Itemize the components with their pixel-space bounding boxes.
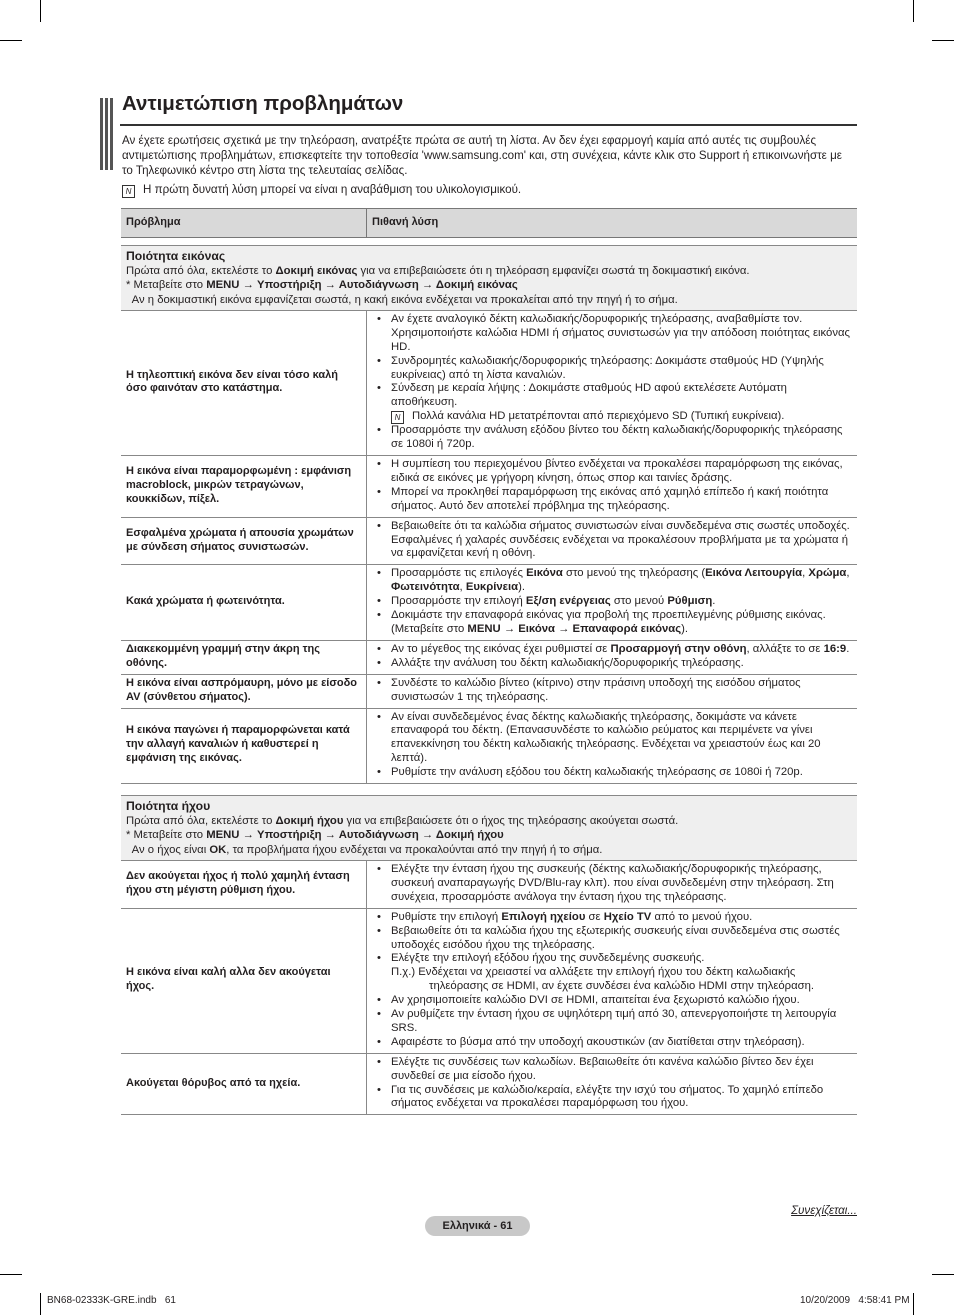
troubleshooting-table (121, 208, 857, 1115)
solution-item: • Αν ρυθμίζετε την ένταση ήχου σε υψηλότερη τιμή από 30, απενεργοποιήστε τη λειτουργία SRS. (377, 1008, 851, 1036)
table-row (121, 310, 857, 455)
note-icon: N (122, 185, 135, 198)
crop-mark (913, 0, 914, 22)
problem-cell: Η εικόνα παγώνει ή παραμορφώνεται κατά την αλλαγή καναλιών ή καθυστερεί η εμφάνιση της εικόνας. (121, 708, 367, 784)
section-picture-quality (121, 246, 857, 311)
table-row (121, 1053, 857, 1115)
solution-item: • Αλλάξτε την ανάλυση του δέκτη καλωδιακής/δορυφορικής τηλεόρασης. (377, 657, 851, 671)
solution-item: • Αν είναι συνδεδεμένος ένας δέκτης καλωδιακής τηλεόρασης, δοκιμάστε να κάνετε επαναφορά του δέκτη. (Επανασυνδέστε το καλώδιο ρεύματος και περιμένετε να γίνει επανεκκίνηση του δέκτη καλωδιακής τηλεόρασης. Ενδέχεται να χρειαστούν έως και 20 λεπτά). (377, 711, 851, 767)
solution-cell (367, 860, 858, 908)
solution-item: • Αν χρησιμοποιείτε καλώδιο DVI σε HDMI, απαιτείται ένα ξεχωριστό καλώδιο ήχου. (377, 994, 851, 1008)
crop-mark (40, 0, 41, 22)
solution-item: • Συνδέστε το καλώδιο βίντεο (κίτρινο) στην πράσινη υποδοχή της εισόδου σήματος συνιστωσών 1 της τηλεόρασης. (377, 677, 851, 705)
crop-mark (0, 1274, 22, 1275)
table-row (121, 517, 857, 565)
solution-cell (367, 708, 858, 784)
solution-item: • Προσαρμόστε την ανάλυση εξόδου βίντεο του δέκτη καλωδιακής/δορυφορικής τηλεόρασης σε 1080i ή 720p. (377, 424, 851, 452)
section-line: Αν ο ήχος είναι OK, τα προβλήματα ήχου ενδέχεται να προκαλούνται από την πηγή ή το σήμα. (126, 843, 603, 856)
solution-item: • Η συμπίεση του περιεχομένου βίντεο ενδέχεται να προκαλέσει παραμόρφωση της εικόνας, ειδικά σε εικόνες με γρήγορη κίνηση, όπως σπορ και ταινίες δράσης. (377, 458, 851, 486)
solution-note: N Πολλά κανάλια HD μετατρέπονται από περιεχόμενο SD (Τυπική ευκρίνεια). (377, 410, 851, 424)
problem-cell: Δεν ακούγεται ήχος ή πολύ χαμηλή ένταση ήχου στη μέγιστη ρύθμιση ήχου. (121, 860, 367, 908)
crop-mark (0, 40, 22, 41)
header-solution: Πιθανή λύση (367, 209, 858, 238)
section-line: Πρώτα από όλα, εκτελέστε το Δοκιμή εικόνας για να επιβεβαιώσετε ότι η τηλεόραση εμφανίζει σωστά τη δοκιμαστική εικόνα. (126, 265, 750, 277)
problem-cell: Διακεκομμένη γραμμή στην άκρη της οθόνης. (121, 640, 367, 674)
page-number-badge: Ελληνικά - 61 (425, 1216, 530, 1236)
solution-cell (367, 456, 858, 518)
intro-paragraph: Αν έχετε ερωτήσεις σχετικά με την τηλεόραση, ανατρέξτε πρώτα σε αυτή τη λίστα. Αν δεν έχει εφαρμογή καμία από αυτές τις συμβουλές αντιμετώπισης προβλημάτων, επισκεφτείτε την τοποθεσία 'www.samsung.com' και, στη συνέχεια, κάντε κλικ στο Support ή επικοινωνήστε με το Τηλεφωνικό κέντρο στη λίστα της τελευταίας σελίδας. (122, 134, 842, 177)
continued-label: Συνεχίζεται... (791, 1204, 857, 1217)
table-row (121, 456, 857, 518)
table-row (121, 860, 857, 908)
table-row (121, 708, 857, 784)
title-divider (120, 124, 857, 126)
solution-item: • Σύνδεση με κεραία λήψης : Δοκιμάστε σταθμούς HD αφού εκτελέσετε Αυτόματη αποθήκευση. (377, 382, 851, 410)
table-row (121, 674, 857, 708)
solution-item: • Δοκιμάστε την επαναφορά εικόνας για προβολή της προεπιλεγμένης ρύθμισης εικόνας. (Μεταβείτε στο MENU → Εικόνα → Επαναφορά εικόνας). (377, 609, 851, 637)
table-row (121, 565, 857, 641)
header-problem: Πρόβλημα (121, 209, 367, 238)
problem-cell: Ακούγεται θόρυβος από τα ηχεία. (121, 1053, 367, 1115)
section-line: Πρώτα από όλα, εκτελέστε το Δοκιμή ήχου για να επιβεβαιώσετε ότι ο ήχος της τηλεόρασης ακούγεται σωστά. (126, 815, 679, 828)
solution-item: • Αν το μέγεθος της εικόνας έχει ρυθμιστεί σε Προσαρμογή στην οθόνη, αλλάξτε το σε 16:9. (377, 643, 851, 657)
footer-timestamp: 10/20/2009 4:58:41 PM (800, 1295, 910, 1306)
section-sound-quality (121, 796, 857, 861)
problem-cell: Κακά χρώματα ή φωτεινότητα. (121, 565, 367, 641)
solution-item: • Ρυθμίστε την επιλογή Επιλογή ηχείου σε Ηχείο TV από το μενού ήχου. (377, 911, 851, 925)
section-title: Ποιότητα εικόνας (126, 249, 226, 263)
solution-cell (367, 565, 858, 641)
solution-item: • Βεβαιωθείτε ότι τα καλώδια σήματος συνιστωσών είναι συνδεδεμένα στις σωστές υποδοχές. Εσφαλμένες ή χαλαρές συνδέσεις ενδέχεται να προκαλέσουν προβλήματα με τα χρώματα ή να εμφανίζεται κενή η οθόνη. (377, 520, 851, 562)
solution-item: • Ελέγξτε την επιλογή εξόδου ήχου της συνδεδεμένης συσκευής. Π.χ.) Ενδέχεται να χρειαστεί να αλλάξετε την επιλογή ήχου του δέκτη καλωδιακής τηλεόρασης σε HDMI, αν έχετε συνδέσει ένα καλώδιο HDMI στην τηλεόραση. (377, 952, 851, 994)
section-line: Αν η δοκιμαστική εικόνα εμφανίζεται σωστά, η κακή εικόνα ενδέχεται να προκαλείται από την πηγή ή το σήμα. (126, 293, 678, 306)
crop-mark (932, 40, 954, 41)
solution-item: • Αν έχετε αναλογικό δέκτη καλωδιακής/δορυφορικής τηλεόρασης, αναβαθμίστε τον. Χρησιμοποιήστε καλώδια HDMI ή σήματος συνιστωσών για την απόδοση ποιότητας εικόνας HD. (377, 313, 851, 355)
problem-cell: Η εικόνα είναι ασπρόμαυρη, μόνο με είσοδο AV (σύνθετου σήματος). (121, 674, 367, 708)
solution-cell (367, 674, 858, 708)
note-text: Η πρώτη δυνατή λύση μπορεί να είναι η αναβάθμιση του υλικολογισμικού. (143, 183, 522, 196)
page-title: Αντιμετώπιση προβλημάτων (122, 92, 404, 115)
section-line: * Μεταβείτε στο MENU → Υποστήριξη → Αυτοδιάγνωση → Δοκιμή ήχου (126, 829, 504, 842)
crop-mark (913, 1293, 914, 1315)
solution-item: • Ρυθμίστε την ανάλυση εξόδου του δέκτη καλωδιακής τηλεόρασης σε 1080i ή 720p. (377, 766, 851, 780)
footer-file-info: BN68-02333K-GRE.indb 61 (47, 1295, 176, 1306)
solution-item: • Αφαιρέστε το βύσμα από την υποδοχή ακουστικών (αν διατίθεται στην τηλεόραση). (377, 1036, 851, 1050)
solution-cell (367, 310, 858, 455)
solution-item: • Ελέγξτε την ένταση ήχου της συσκευής (δέκτης καλωδιακής/δορυφορικής τηλεόρασης, συσκευή αναπαραγωγής DVD/Blu-ray κλπ). που είναι συνδεδεμένη στην τηλεόραση. Στη συνέχεια, προσαρμόστε ανάλογα την ένταση ήχου της τηλεόρασης. (377, 863, 851, 905)
solution-cell (367, 908, 858, 1053)
table-row (121, 640, 857, 674)
problem-cell: Η εικόνα είναι παραμορφωμένη : εμφάνιση macroblock, μικρών τετραγώνων, κουκκίδων, πίξελ. (121, 456, 367, 518)
solution-cell (367, 640, 858, 674)
section-title: Ποιότητα ήχου (126, 799, 211, 814)
problem-cell: Η εικόνα είναι καλή αλλα δεν ακούγεται ήχος. (121, 908, 367, 1053)
solution-item: • Για τις συνδέσεις με καλώδιο/κεραία, ελέγξτε την ισχύ του σήματος. Το χαμηλό επίπεδο σήματος ενδέχεται να προκαλέσει παραμόρφωση του ήχου. (377, 1084, 851, 1112)
solution-cell (367, 1053, 858, 1115)
solution-item: • Ελέγξτε τις συνδέσεις των καλωδίων. Βεβαιωθείτε ότι κανένα καλώδιο βίντεο δεν έχει συνδεθεί σε μια είσοδο ήχου. (377, 1056, 851, 1084)
problem-cell: Εσφαλμένα χρώματα ή απουσία χρωμάτων με σύνδεση σήματος συνιστωσών. (121, 517, 367, 565)
section-line: * Μεταβείτε στο MENU → Υποστήριξη → Αυτοδιάγνωση → Δοκιμή εικόνας (126, 279, 518, 292)
crop-mark (932, 1274, 954, 1275)
title-decoration (100, 98, 116, 170)
solution-cell (367, 517, 858, 565)
crop-mark (40, 1293, 41, 1315)
solution-item: • Προσαρμόστε τις επιλογές Εικόνα στο μενού της τηλεόρασης (Εικόνα Λειτουργία, Χρώμα, Φωτεινότητα, Ευκρίνεια). (377, 567, 851, 595)
table-header (121, 209, 857, 238)
solution-item: • Μπορεί να προκληθεί παραμόρφωση της εικόνας από χαμηλό επίπεδο ή κακή ποιότητα σήματος. Αυτό δεν αποτελεί πρόβλημα της τηλεόρασης. (377, 486, 851, 514)
solution-item: • Προσαρμόστε την επιλογή Εξ/ση ενέργειας στο μενού Ρύθμιση. (377, 595, 851, 609)
solution-item: • Βεβαιωθείτε ότι τα καλώδια ήχου της εξωτερικής συσκευής είναι συνδεδεμένα στις σωστές υποδοχές εισόδου ήχου της τηλεόρασης. (377, 925, 851, 953)
table-row (121, 908, 857, 1053)
note-line (122, 182, 521, 198)
note-icon: N (391, 411, 404, 424)
solution-item: • Συνδρομητές καλωδιακής/δορυφορικής τηλεόρασης: Δοκιμάστε σταθμούς HD (Υψηλής ευκρίνειας) από τη λίστα καναλιών. (377, 355, 851, 383)
problem-cell: Η τηλεοπτική εικόνα δεν είναι τόσο καλή όσο φαινόταν στο κατάστημα. (121, 310, 367, 455)
